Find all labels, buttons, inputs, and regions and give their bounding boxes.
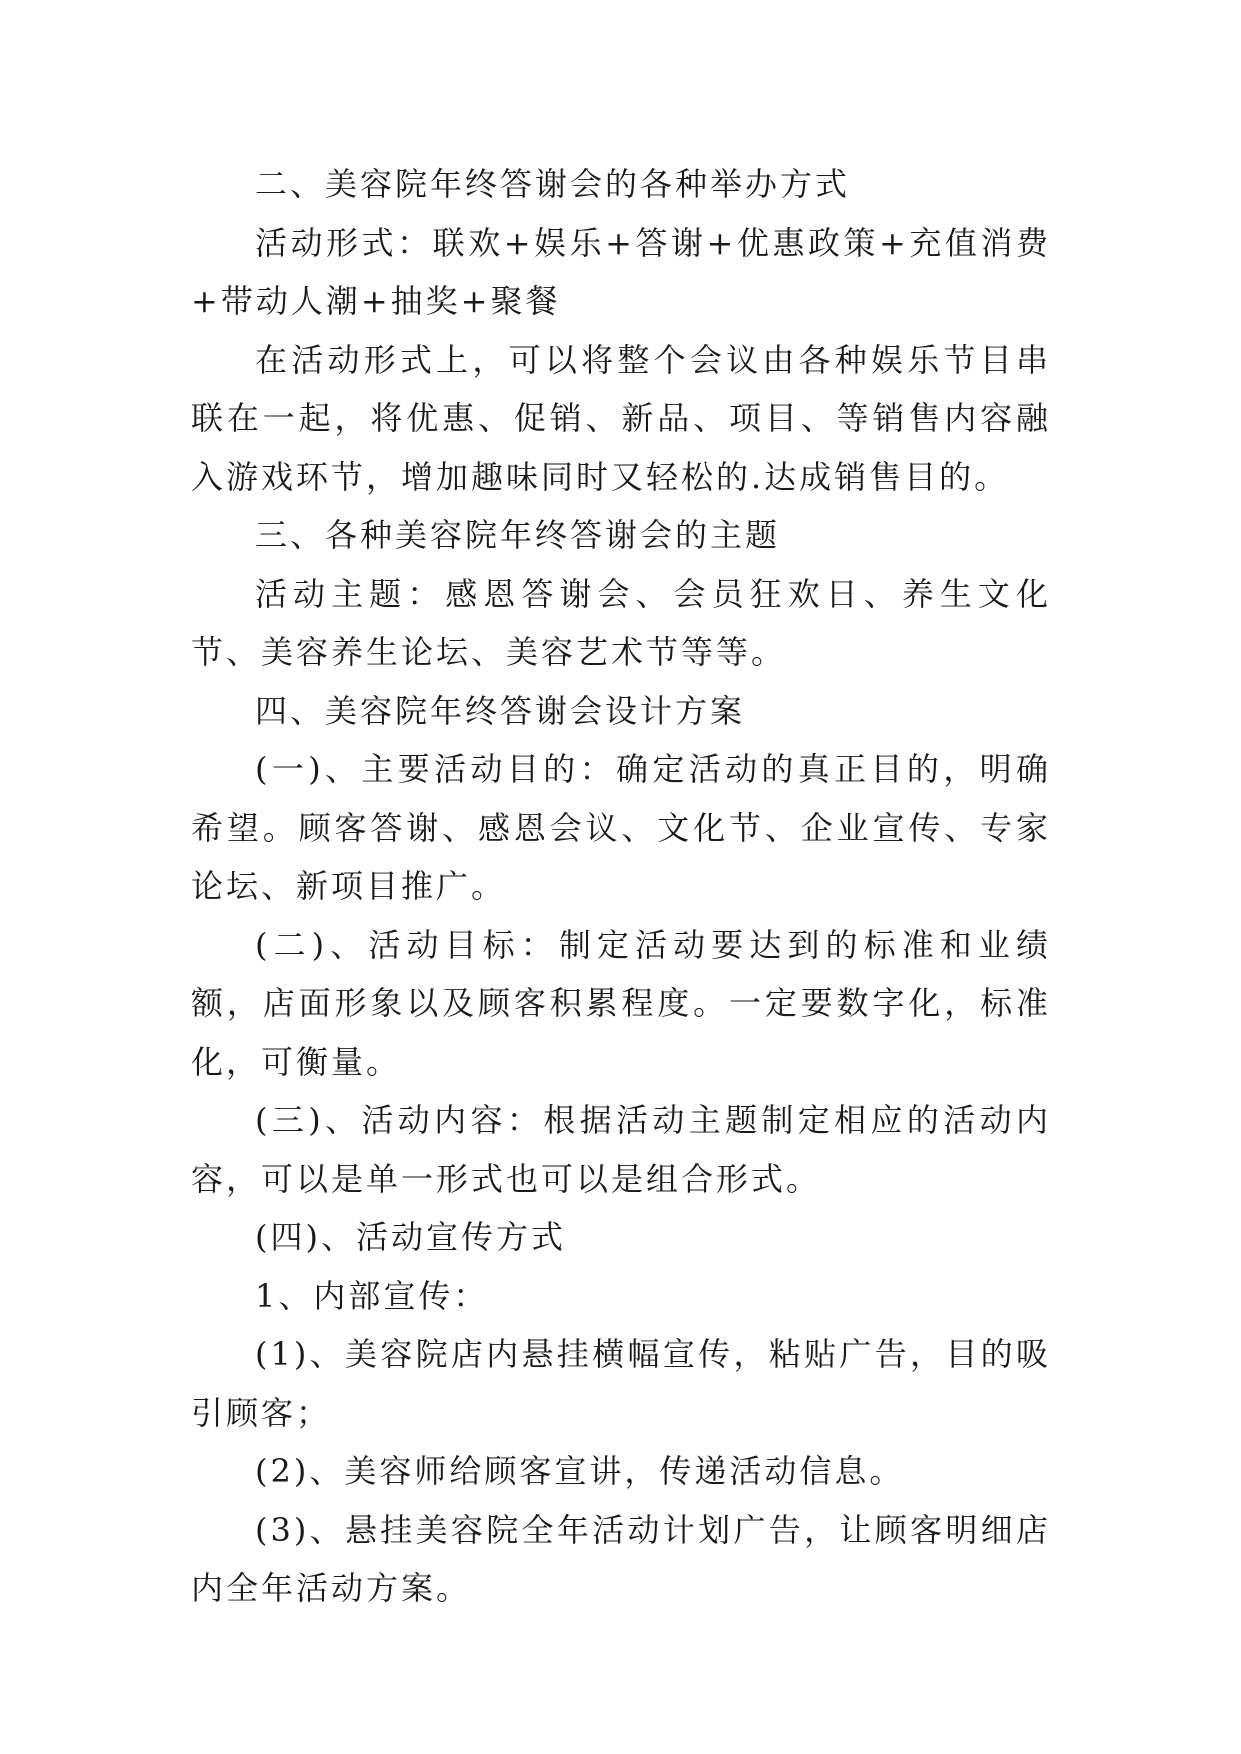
list-item-beautician: (2)、美容师给顾客宣讲，传递活动信息。 — [255, 1452, 905, 1490]
list-heading-internal: 1、内部宣传： — [255, 1276, 489, 1315]
section-heading-three: 三、各种美容院年终答谢会的主题 — [255, 516, 781, 554]
paragraph-activity-theme: 活动主题：感恩答谢会、会员狂欢日、养生文化节、美容养生论坛、美容艺术节等等。 — [191, 574, 1051, 671]
subsection-heading-promotion: (四)、活动宣传方式 — [255, 1218, 566, 1256]
section-heading-four: 四、美容院年终答谢会设计方案 — [255, 691, 746, 730]
paragraph-content: (三)、活动内容：根据活动主题制定相应的活动内容，可以是单一形式也可以是组合形式。 — [191, 1101, 1051, 1198]
paragraph-goal: (二)、活动目标：制定活动要达到的标准和业绩额，店面形象以及顾客积累程度。一定要数字化，标准化，可衡量。 — [191, 925, 1051, 1081]
paragraph-purpose: (一)、主要活动目的：确定活动的真正目的，明确希望。顾客答谢、感恩会议、文化节、企业宣传、专家论坛、新项目推广。 — [191, 750, 1051, 905]
section-heading-two: 二、美容院年终答谢会的各种举办方式 — [255, 165, 851, 203]
list-item-annual-plan: (3)、悬挂美容院全年活动计划广告，让顾客明细店内全年活动方案。 — [191, 1510, 1051, 1607]
paragraph-form-description: 在活动形式上，可以将整个会议由各种娱乐节目串联在一起，将优惠、促销、新品、项目、等销售内容融入游戏环节，增加趣味同时又轻松的.达成销售目的。 — [191, 340, 1051, 496]
paragraph-activity-form: 活动形式：联欢+娱乐+答谢+优惠政策+充值消费+带动人潮+抽奖+聚餐 — [191, 223, 1051, 320]
document-body — [191, 155, 1051, 1618]
list-item-banner: (1)、美容院店内悬挂横幅宣传，粘贴广告，目的吸引顾客； — [191, 1335, 1051, 1432]
